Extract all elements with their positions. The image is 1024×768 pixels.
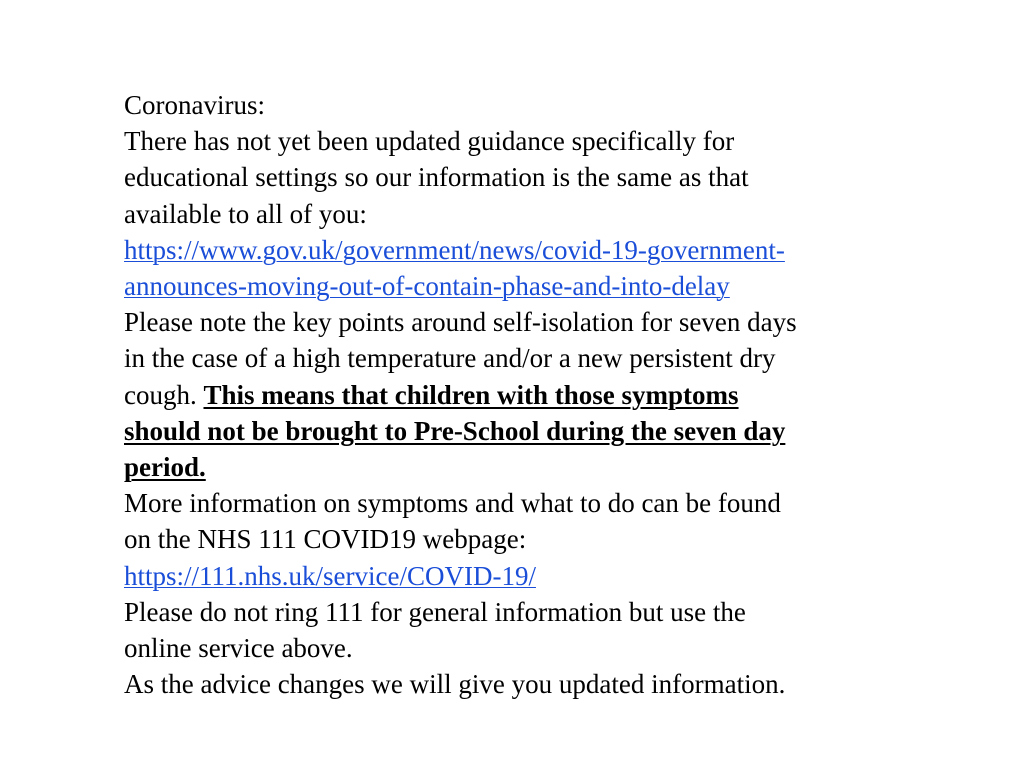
emphasis-text: should not be brought to Pre-School during the seven day: [124, 415, 786, 446]
body-line: on the NHS 111 COVID19 webpage:: [124, 524, 527, 555]
emphasis-text: period.: [124, 452, 206, 483]
emphasis-text: This means that children with those symptoms: [203, 379, 739, 410]
emphasis-line: [124, 449, 914, 485]
body-line: educational settings so our information is the same as that: [124, 162, 749, 193]
notice-heading: Coronavirus:: [124, 90, 265, 120]
body-line: Please do not ring 111 for general information but use the: [124, 596, 746, 627]
body-line: [124, 377, 914, 413]
gov-uk-guidance-link-continued[interactable]: announces-moving-out-of-contain-phase-and-into-delay: [124, 271, 730, 302]
body-line: Please note the key points around self-isolation for seven days: [124, 307, 797, 338]
gov-uk-link-line: [124, 232, 914, 268]
emphasis-line: [124, 413, 914, 449]
body-text: cough.: [124, 379, 204, 410]
nhs-111-covid-link[interactable]: https://111.nhs.uk/service/COVID-19/: [124, 560, 536, 591]
gov-uk-link-line: [124, 268, 914, 304]
body-line: online service above.: [124, 633, 353, 664]
body-line: available to all of you:: [124, 198, 367, 229]
notice-body: [124, 87, 914, 702]
body-line: There has not yet been updated guidance specifically for: [124, 126, 735, 157]
nhs-link-line: [124, 558, 914, 594]
body-line: in the case of a high temperature and/or a new persistent dry: [124, 343, 776, 374]
body-line: More information on symptoms and what to do can be found: [124, 488, 781, 519]
body-line: As the advice changes we will give you updated information.: [124, 669, 786, 700]
gov-uk-guidance-link[interactable]: https://www.gov.uk/government/news/covid-19-government-: [124, 234, 785, 265]
